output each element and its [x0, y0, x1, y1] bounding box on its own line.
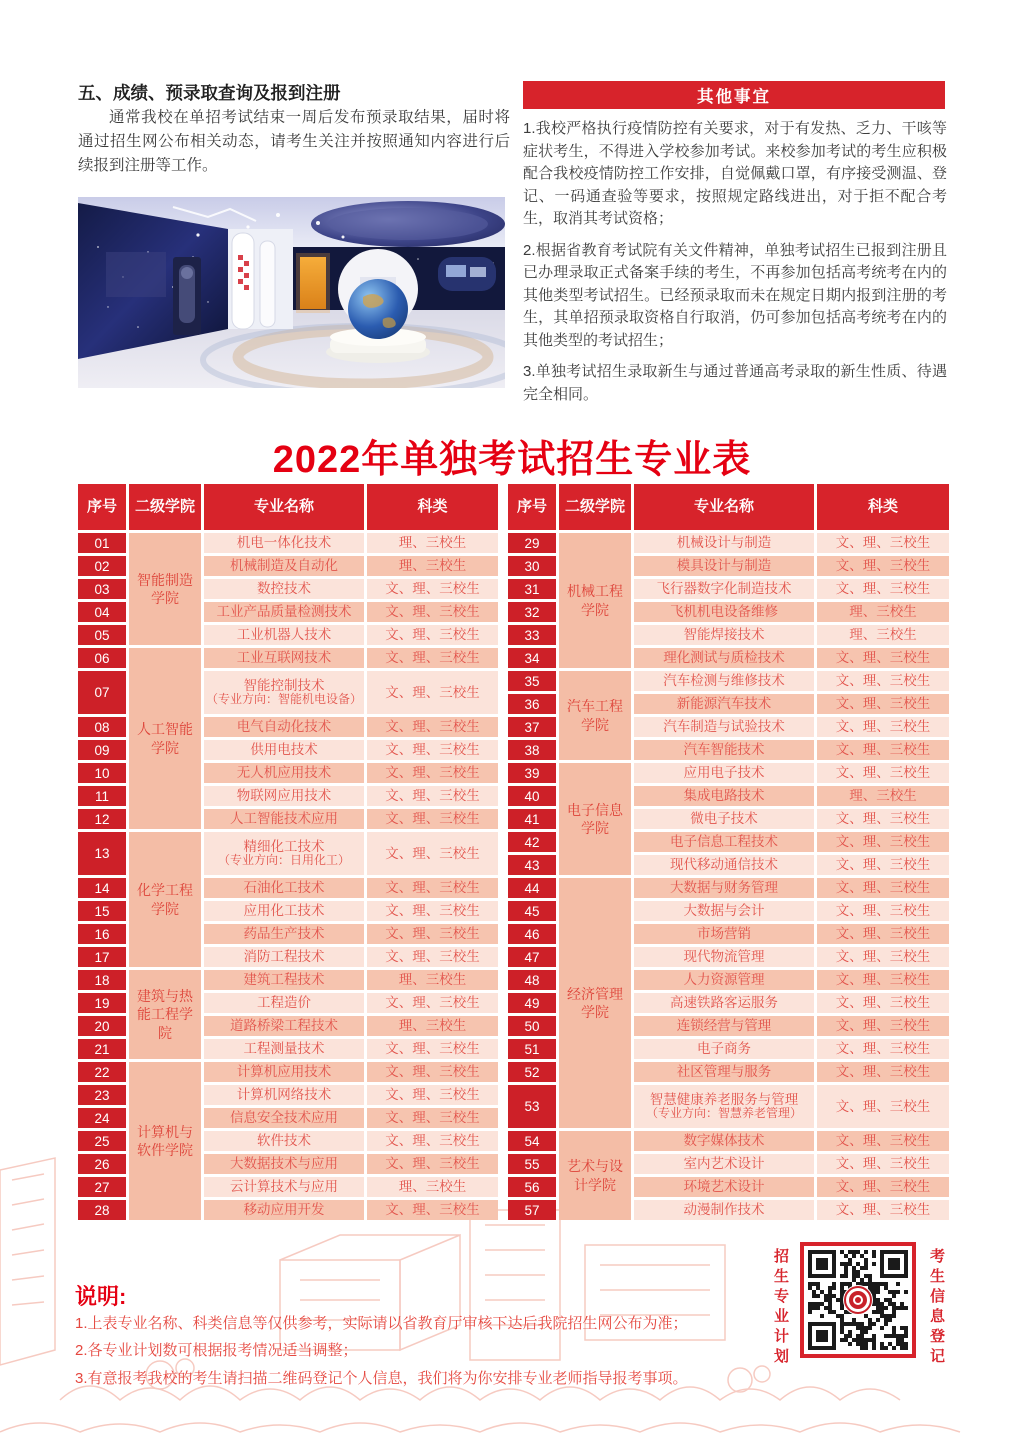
row-number: 50 — [508, 1016, 556, 1036]
major-name: 汽车制造与试验技术 — [634, 717, 814, 737]
major-name: 机电一体化技术 — [204, 533, 364, 553]
other-matters-paragraph-1: 1.我校严格执行疫情防控有关要求，对于有发热、乏力、干咳等症状考生，不得进入学校参加考试。来校参加考试的考生应积极配合我校疫情防控工作安排，自觉佩戴口罩，有序接受测温、登记、一码通查验等要求，按照规定路线进出，对于拒不配合考生，取消其考试资格； — [523, 120, 947, 227]
college-name: 经济管理学院 — [559, 878, 631, 1128]
category: 文、理、三校生 — [817, 1131, 949, 1151]
row-number: 54 — [508, 1131, 556, 1151]
category: 文、理、三校生 — [367, 901, 498, 921]
major-name: 道路桥梁工程技术 — [204, 1016, 364, 1036]
major-name: 工业产品质量检测技术 — [204, 602, 364, 622]
category: 文、理、三校生 — [367, 1062, 498, 1082]
category: 文、理、三校生 — [367, 625, 498, 645]
major-name: 集成电路技术 — [634, 786, 814, 806]
major-name: 计算机应用技术 — [204, 1062, 364, 1082]
category: 文、理、三校生 — [817, 556, 949, 576]
row-number: 56 — [508, 1177, 556, 1197]
row-number: 09 — [78, 740, 126, 760]
category: 文、理、三校生 — [817, 947, 949, 967]
row-number: 23 — [78, 1085, 126, 1105]
note-item-1: 1.上表专业名称、科类信息等仅供参考，实际请以省教育厅审核下达后我院招生网公布为准； — [75, 1315, 688, 1332]
category: 文、理、三校生 — [817, 1062, 949, 1082]
major-name: 现代物流管理 — [634, 947, 814, 967]
major-name: 精细化工技术 （专业方向：日用化工） — [204, 832, 364, 875]
column-header-4: 科类 — [817, 484, 949, 530]
row-number: 25 — [78, 1131, 126, 1151]
major-name: 高速铁路客运服务 — [634, 993, 814, 1013]
category: 文、理、三校生 — [817, 648, 949, 668]
major-name: 应用化工技术 — [204, 901, 364, 921]
major-name: 微电子技术 — [634, 809, 814, 829]
major-name: 建筑工程技术 — [204, 970, 364, 990]
major-name: 智慧健康养老服务与管理 （专业方向：智慧养老管理） — [634, 1085, 814, 1128]
row-number: 26 — [78, 1154, 126, 1174]
major-name: 现代移动通信技术 — [634, 855, 814, 875]
category: 文、理、三校生 — [367, 878, 498, 898]
category: 文、理、三校生 — [817, 924, 949, 944]
other-matters-list — [523, 118, 947, 415]
category: 文、理、三校生 — [817, 533, 949, 553]
category: 理、三校生 — [367, 1177, 498, 1197]
major-name: 机械设计与制造 — [634, 533, 814, 553]
section5-body: 通常我校在单招考试结束一周后发布预录取结果，届时将通过招生网公布相关动态，请考生关注并按照通知内容进行后续报到注册等工作。 — [78, 109, 510, 175]
qr-left-label: 招生专业计划 — [772, 1248, 789, 1368]
category: 文、理、三校生 — [367, 763, 498, 783]
major-name: 新能源汽车技术 — [634, 694, 814, 714]
column-header-1: 序号 — [78, 484, 126, 530]
notes-list — [75, 1312, 695, 1394]
major-name: 大数据技术与应用 — [204, 1154, 364, 1174]
row-number: 52 — [508, 1062, 556, 1082]
college-name: 电子信息学院 — [559, 763, 631, 875]
row-number: 55 — [508, 1154, 556, 1174]
category: 文、理、三校生 — [817, 970, 949, 990]
row-number: 28 — [78, 1200, 126, 1220]
college-name: 建筑与热能工程学院 — [129, 970, 201, 1059]
other-matters-header: 其他事宜 — [523, 81, 945, 109]
major-name: 云计算技术与应用 — [204, 1177, 364, 1197]
category: 理、三校生 — [367, 533, 498, 553]
category: 理、三校生 — [817, 786, 949, 806]
major-name: 电气自动化技术 — [204, 717, 364, 737]
row-number: 30 — [508, 556, 556, 576]
row-number: 47 — [508, 947, 556, 967]
major-name: 大数据与财务管理 — [634, 878, 814, 898]
major-name: 连锁经营与管理 — [634, 1016, 814, 1036]
row-number: 19 — [78, 993, 126, 1013]
college-name: 化学工程学院 — [129, 832, 201, 967]
category: 文、理、三校生 — [367, 671, 498, 714]
row-number: 37 — [508, 717, 556, 737]
category: 文、理、三校生 — [367, 602, 498, 622]
category: 文、理、三校生 — [817, 1085, 949, 1128]
major-name: 大数据与会计 — [634, 901, 814, 921]
row-number: 32 — [508, 602, 556, 622]
category: 文、理、三校生 — [367, 832, 498, 875]
category: 文、理、三校生 — [817, 1016, 949, 1036]
note-item-3: 3.有意报考我校的考生请扫描二维码登记个人信息，我们将为你安排专业老师指导报考事项。 — [75, 1369, 688, 1387]
major-name: 汽车检测与维修技术 — [634, 671, 814, 691]
major-name: 飞机机电设备维修 — [634, 602, 814, 622]
major-name: 数字媒体技术 — [634, 1131, 814, 1151]
category: 理、三校生 — [817, 602, 949, 622]
row-number: 27 — [78, 1177, 126, 1197]
category: 文、理、三校生 — [817, 993, 949, 1013]
category: 文、理、三校生 — [817, 694, 949, 714]
major-name: 应用电子技术 — [634, 763, 814, 783]
category: 文、理、三校生 — [367, 1154, 498, 1174]
row-number: 02 — [78, 556, 126, 576]
row-number: 49 — [508, 993, 556, 1013]
row-number: 01 — [78, 533, 126, 553]
row-number: 18 — [78, 970, 126, 990]
category: 文、理、三校生 — [817, 832, 949, 852]
category: 文、理、三校生 — [817, 901, 949, 921]
row-number: 39 — [508, 763, 556, 783]
category: 文、理、三校生 — [367, 1085, 498, 1105]
category: 文、理、三校生 — [367, 648, 498, 668]
major-name: 动漫制作技术 — [634, 1200, 814, 1220]
row-number: 42 — [508, 832, 556, 852]
major-name: 工程测量技术 — [204, 1039, 364, 1059]
row-number: 45 — [508, 901, 556, 921]
college-name: 智能制造学院 — [129, 533, 201, 645]
row-number: 34 — [508, 648, 556, 668]
major-name: 数控技术 — [204, 579, 364, 599]
category: 文、理、三校生 — [367, 1039, 498, 1059]
category: 文、理、三校生 — [367, 1131, 498, 1151]
row-number: 43 — [508, 855, 556, 875]
row-number: 21 — [78, 1039, 126, 1059]
row-number: 41 — [508, 809, 556, 829]
major-name: 无人机应用技术 — [204, 763, 364, 783]
row-number: 46 — [508, 924, 556, 944]
category: 理、三校生 — [367, 970, 498, 990]
row-number: 16 — [78, 924, 126, 944]
category: 文、理、三校生 — [817, 671, 949, 691]
major-name: 工程造价 — [204, 993, 364, 1013]
major-name: 模具设计与制造 — [634, 556, 814, 576]
category: 理、三校生 — [367, 1016, 498, 1036]
qr-right-label: 考生信息登记 — [928, 1248, 945, 1368]
row-number: 35 — [508, 671, 556, 691]
category: 文、理、三校生 — [817, 855, 949, 875]
major-name: 软件技术 — [204, 1131, 364, 1151]
row-number: 11 — [78, 786, 126, 806]
row-number: 44 — [508, 878, 556, 898]
college-name: 艺术与设计学院 — [559, 1131, 631, 1220]
row-number: 22 — [78, 1062, 126, 1082]
category: 文、理、三校生 — [367, 809, 498, 829]
row-number: 04 — [78, 602, 126, 622]
major-name: 电子信息工程技术 — [634, 832, 814, 852]
major-name: 移动应用开发 — [204, 1200, 364, 1220]
column-header-4: 科类 — [367, 484, 498, 530]
row-number: 38 — [508, 740, 556, 760]
major-name: 社区管理与服务 — [634, 1062, 814, 1082]
major-name: 石油化工技术 — [204, 878, 364, 898]
column-header-2: 二级学院 — [559, 484, 631, 530]
row-number: 06 — [78, 648, 126, 668]
category: 文、理、三校生 — [817, 878, 949, 898]
row-number: 57 — [508, 1200, 556, 1220]
column-header-3: 专业名称 — [204, 484, 364, 530]
major-name: 信息安全技术应用 — [204, 1108, 364, 1128]
major-name: 药品生产技术 — [204, 924, 364, 944]
college-name: 机械工程学院 — [559, 533, 631, 668]
row-number: 24 — [78, 1108, 126, 1128]
category: 理、三校生 — [367, 556, 498, 576]
major-name: 计算机网络技术 — [204, 1085, 364, 1105]
notes-title: 说明: — [75, 1284, 127, 1309]
category: 文、理、三校生 — [367, 947, 498, 967]
major-name: 环境艺术设计 — [634, 1177, 814, 1197]
campus-photo — [78, 197, 505, 388]
major-name: 工业互联网技术 — [204, 648, 364, 668]
major-name: 物联网应用技术 — [204, 786, 364, 806]
note-item-2: 2.各专业计划数可根据报考情况适当调整； — [75, 1342, 358, 1360]
category: 文、理、三校生 — [817, 1200, 949, 1220]
category: 文、理、三校生 — [367, 786, 498, 806]
category: 文、理、三校生 — [817, 763, 949, 783]
category: 文、理、三校生 — [817, 579, 949, 599]
major-name: 理化测试与质检技术 — [634, 648, 814, 668]
majors-table-left — [78, 484, 498, 1220]
category: 理、三校生 — [817, 625, 949, 645]
row-number: 13 — [78, 832, 126, 875]
major-name: 智能控制技术 （专业方向：智能机电设备） — [204, 671, 364, 714]
category: 文、理、三校生 — [367, 717, 498, 737]
category: 文、理、三校生 — [367, 1108, 498, 1128]
category: 文、理、三校生 — [367, 1200, 498, 1220]
major-name: 供用电技术 — [204, 740, 364, 760]
category: 文、理、三校生 — [817, 1154, 949, 1174]
row-number: 14 — [78, 878, 126, 898]
row-number: 31 — [508, 579, 556, 599]
row-number: 36 — [508, 694, 556, 714]
majors-table-right — [508, 484, 949, 1220]
category: 文、理、三校生 — [367, 740, 498, 760]
category: 文、理、三校生 — [817, 717, 949, 737]
column-header-3: 专业名称 — [634, 484, 814, 530]
major-name: 电子商务 — [634, 1039, 814, 1059]
major-name: 室内艺术设计 — [634, 1154, 814, 1174]
category: 文、理、三校生 — [817, 1039, 949, 1059]
row-number: 10 — [78, 763, 126, 783]
category: 文、理、三校生 — [817, 1177, 949, 1197]
major-name: 市场营销 — [634, 924, 814, 944]
row-number: 48 — [508, 970, 556, 990]
row-number: 40 — [508, 786, 556, 806]
major-name: 汽车智能技术 — [634, 740, 814, 760]
row-number: 33 — [508, 625, 556, 645]
category: 文、理、三校生 — [367, 924, 498, 944]
row-number: 07 — [78, 671, 126, 714]
column-header-2: 二级学院 — [129, 484, 201, 530]
major-name: 飞行器数字化制造技术 — [634, 579, 814, 599]
major-name: 智能焊接技术 — [634, 625, 814, 645]
other-matters-paragraph-2: 2.根据省教育考试院有关文件精神，单独考试招生已报到注册且已办理录取正式备案手续的考生，不再参加包括高考统考在内的其他类型考试招生。已经预录取而未在规定日期内报到注册的考生，其单招预录取资格自行取消，仍可参加包括高考统考在内的其他类型的考试招生； — [523, 241, 947, 349]
row-number: 29 — [508, 533, 556, 553]
section5-title: 五、成绩、预录取查询及报到注册 — [78, 83, 341, 103]
college-name: 汽车工程学院 — [559, 671, 631, 760]
category: 文、理、三校生 — [817, 809, 949, 829]
major-name: 消防工程技术 — [204, 947, 364, 967]
row-number: 08 — [78, 717, 126, 737]
other-matters-paragraph-3: 3.单独考试招生录取新生与通过普通高考录取的新生性质、待遇完全相同。 — [523, 363, 947, 403]
page-title: 2022年单独考试招生专业表 — [272, 439, 752, 481]
category: 文、理、三校生 — [817, 740, 949, 760]
college-name: 计算机与软件学院 — [129, 1062, 201, 1220]
qr-code — [808, 1250, 908, 1350]
row-number: 17 — [78, 947, 126, 967]
major-name: 机械制造及自动化 — [204, 556, 364, 576]
row-number: 51 — [508, 1039, 556, 1059]
qr-code-frame — [800, 1242, 916, 1358]
row-number: 53 — [508, 1085, 556, 1128]
major-name: 人力资源管理 — [634, 970, 814, 990]
row-number: 03 — [78, 579, 126, 599]
college-name: 人工智能学院 — [129, 648, 201, 829]
column-header-1: 序号 — [508, 484, 556, 530]
row-number: 15 — [78, 901, 126, 921]
major-name: 工业机器人技术 — [204, 625, 364, 645]
row-number: 05 — [78, 625, 126, 645]
row-number: 20 — [78, 1016, 126, 1036]
category: 文、理、三校生 — [367, 993, 498, 1013]
major-name: 人工智能技术应用 — [204, 809, 364, 829]
category: 文、理、三校生 — [367, 579, 498, 599]
row-number: 12 — [78, 809, 126, 829]
